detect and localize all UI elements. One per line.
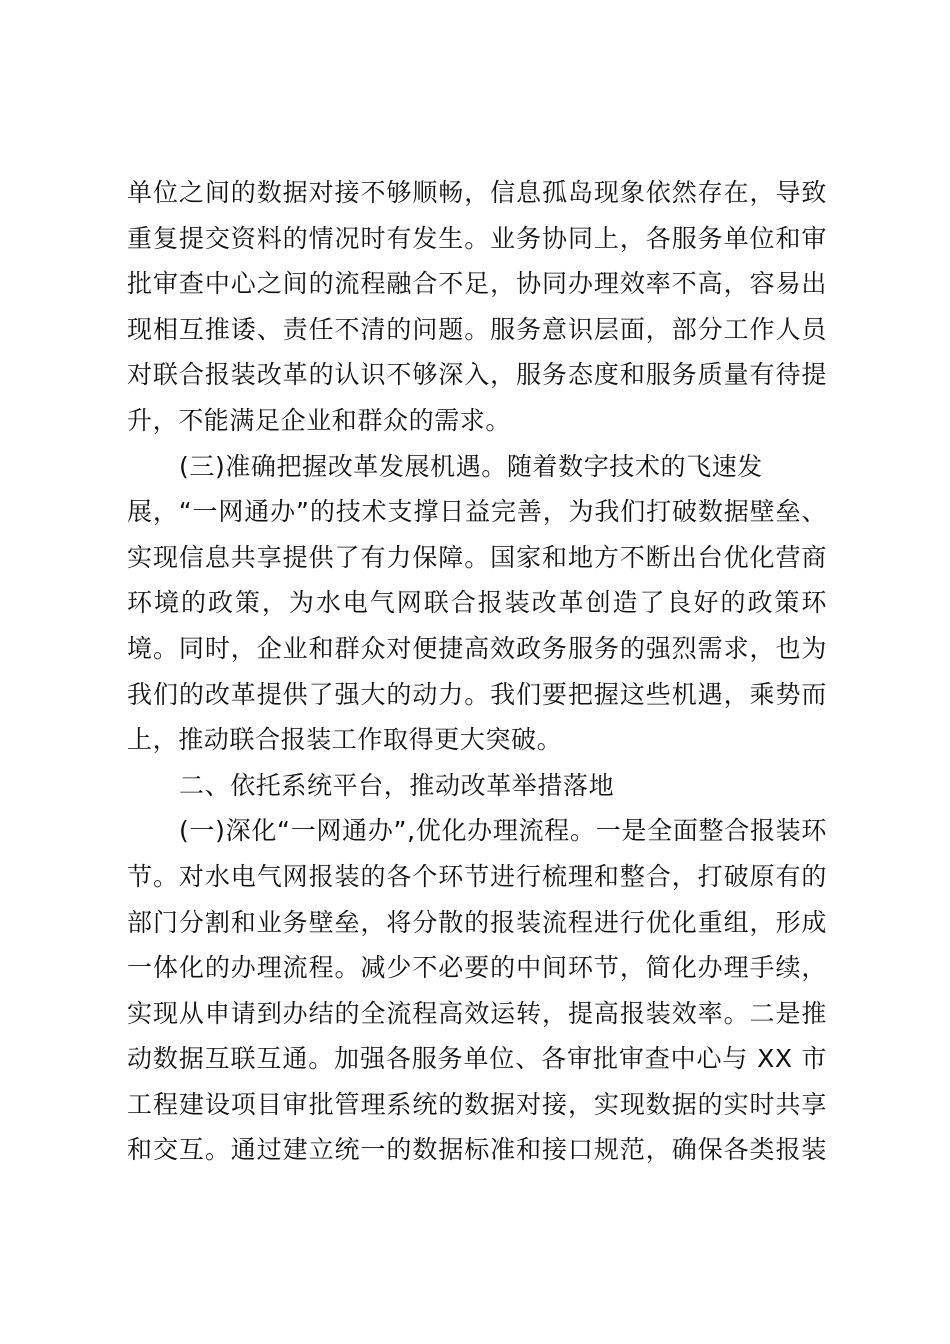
text-line: 单位之间的数据对接不够顺畅，信息孤岛现象依然存在，导致 xyxy=(127,178,827,207)
text-line: 节。对水电气网报装的各个环节进行梳理和整合，打破原有的 xyxy=(127,861,827,891)
text-line: 现相互推诿、责任不清的问题。服务意识层面，部分工作人员 xyxy=(127,314,827,344)
text-line: 上，推动联合报装工作取得更大突破。 xyxy=(127,725,563,755)
text-line: (一)深化“一网通办”,优化办理流程。一是全面整合报装环 xyxy=(179,816,827,846)
text-line: 实现从申请到办结的全流程高效运转，提高报装效率。二是推 xyxy=(127,998,827,1028)
text-line: 重复提交资料的情况时有发生。业务协同上，各服务单位和审 xyxy=(127,223,827,253)
text-line: 部门分割和业务壁垒，将分散的报装流程进行优化重组，形成 xyxy=(127,907,827,937)
text-line: 我们的改革提供了强大的动力。我们要把握这些机遇，乘势而 xyxy=(127,679,827,709)
text-line: 对联合报装改革的认识不够深入，服务态度和服务质量有待提 xyxy=(127,360,827,390)
text-line: 升，不能满足企业和群众的需求。 xyxy=(127,405,512,435)
text-line: 批审查中心之间的流程融合不足，协同办理效率不高，容易出 xyxy=(127,269,827,299)
text-line: 实现信息共享提供了有力保障。国家和地方不断出台优化营商 xyxy=(127,542,827,572)
text-line: 和交互。通过建立统一的数据标准和接口规范，确保各类报装 xyxy=(127,1135,827,1165)
text-line: 境。同时，企业和群众对便捷高效政务服务的强烈需求，也为 xyxy=(127,633,827,663)
text-line: 环境的政策，为水电气网联合报装改革创造了良好的政策环 xyxy=(127,588,827,618)
text-line: 一体化的办理流程。减少不必要的中间环节，简化办理手续， xyxy=(127,953,827,983)
text-line: 动数据互联互通。加强各服务单位、各审批审查中心与 XX 市 xyxy=(127,1044,827,1074)
section-heading: 二、依托系统平台，推动改革举措落地 xyxy=(179,770,615,800)
text-line: 工程建设项目审批管理系统的数据对接，实现数据的实时共享 xyxy=(127,1089,827,1119)
text-line: 展，“一网通办”的技术支撑日益完善，为我们打破数据壁垒、 xyxy=(127,497,827,527)
text-line: (三)准确把握改革发展机遇。随着数字技术的飞速发 xyxy=(179,451,763,481)
body-text xyxy=(127,170,827,1173)
